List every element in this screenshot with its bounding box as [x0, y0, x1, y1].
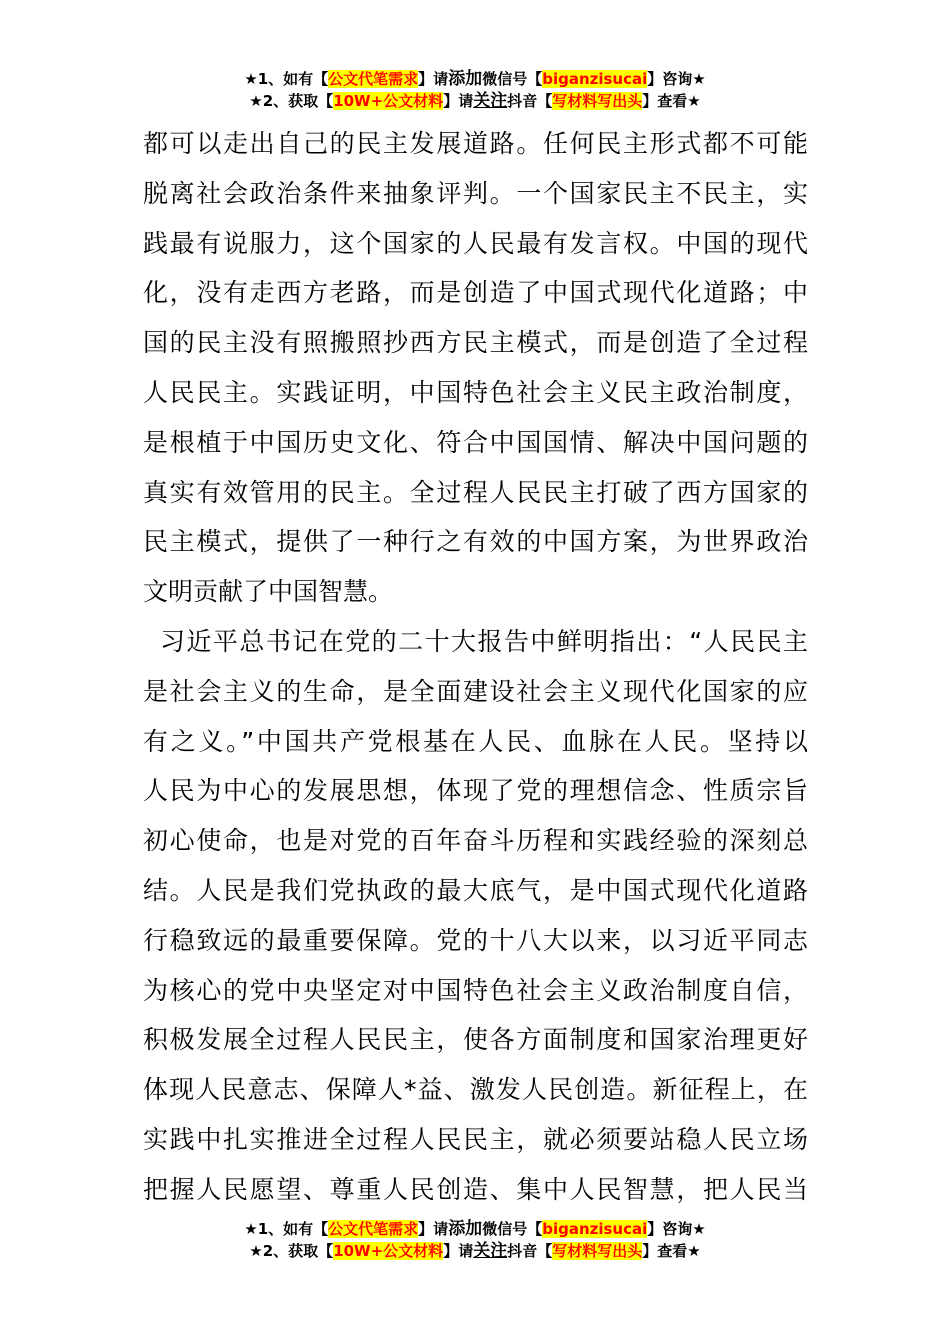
header-line-1-emphasis: 添加 — [448, 69, 483, 89]
header-line-1-highlight-service: 公文代笔需求 — [328, 70, 419, 88]
footer-line-1-text: 】请 — [418, 1220, 449, 1238]
footer-line-1-text-2: 微信号【 — [482, 1220, 543, 1238]
body-line: 实践中扎实推进全过程人民民主，就必须要站稳人民立场 — [143, 1124, 808, 1154]
header-line-1-highlight-wechat: biganzisucai — [542, 70, 648, 88]
body-line-paragraph-start: 习近平总书记在党的二十大报告中鲜明指出：“人民民主 — [160, 626, 808, 656]
body-line-paragraph-end: 文明贡献了中国智慧。 — [143, 577, 394, 607]
body-line: 体现人民意志、保障人*益、激发人民创造。新征程上，在 — [143, 1075, 808, 1105]
footer-line-2-prefix: ★2、获取【 — [249, 1242, 334, 1260]
header-line-2-highlight-materials: 10W+公文材料 — [333, 92, 444, 110]
body-line: 积极发展全过程人民民主，使各方面制度和国家治理更好 — [143, 1025, 808, 1055]
footer-banner — [0, 1218, 950, 1262]
header-banner — [0, 68, 950, 112]
body-line: 行稳致远的最重要保障。党的十八大以来，以习近平同志 — [143, 925, 808, 955]
body-line: 真实有效管用的民主。全过程人民民主打破了西方国家的 — [143, 477, 808, 507]
header-line-1-suffix: 】咨询★ — [647, 70, 706, 88]
header-line-2-emphasis: 关注 — [473, 91, 508, 111]
header-line-1-text: 】请 — [418, 70, 449, 88]
footer-line-2-emphasis: 关注 — [473, 1241, 508, 1261]
body-line: 化，没有走西方老路，而是创造了中国式现代化道路；中 — [143, 278, 808, 308]
body-line: 国的民主没有照搬照抄西方民主模式，而是创造了全过程 — [143, 328, 808, 358]
body-line: 把握人民愿望、尊重人民创造、集中人民智慧，把人民当 — [143, 1174, 808, 1204]
footer-line-1-highlight-service: 公文代笔需求 — [328, 1220, 419, 1238]
body-line: 是社会主义的生命，是全面建设社会主义现代化国家的应 — [143, 676, 808, 706]
body-line: 践最有说服力，这个国家的人民最有发言权。中国的现代 — [143, 228, 808, 258]
footer-line-1 — [0, 1218, 950, 1240]
body-line: 结。人民是我们党执政的最大底气，是中国式现代化道路 — [143, 875, 808, 905]
footer-line-1-emphasis: 添加 — [448, 1219, 483, 1239]
footer-line-1-highlight-wechat: biganzisucai — [542, 1220, 648, 1238]
footer-line-1-prefix: ★1、如有【 — [244, 1220, 329, 1238]
body-line: 脱离社会政治条件来抽象评判。一个国家民主不民主，实 — [143, 178, 808, 208]
header-line-1-prefix: ★1、如有【 — [244, 70, 329, 88]
header-line-2-highlight-douyin: 写材料写出头 — [552, 92, 643, 110]
body-line: 为核心的党中央坚定对中国特色社会主义政治制度自信， — [143, 975, 808, 1005]
footer-line-2-highlight-materials: 10W+公文材料 — [333, 1242, 444, 1260]
header-line-2-suffix: 】查看★ — [642, 92, 701, 110]
footer-line-2-text: 】请 — [443, 1242, 474, 1260]
footer-line-1-suffix: 】咨询★ — [647, 1220, 706, 1238]
body-line: 是根植于中国历史文化、符合中国国情、解决中国问题的 — [143, 427, 808, 457]
body-line: 民主模式，提供了一种行之有效的中国方案，为世界政治 — [143, 527, 808, 557]
body-line: 人民为中心的发展思想，体现了党的理想信念、性质宗旨 — [143, 776, 808, 806]
document-body — [143, 119, 808, 1215]
header-line-2 — [0, 90, 950, 112]
body-line: 初心使命，也是对党的百年奋斗历程和实践经验的深刻总 — [143, 826, 808, 856]
footer-line-2-highlight-douyin: 写材料写出头 — [552, 1242, 643, 1260]
footer-line-2-suffix: 】查看★ — [642, 1242, 701, 1260]
header-line-2-prefix: ★2、获取【 — [249, 92, 334, 110]
body-line: 都可以走出自己的民主发展道路。任何民主形式都不可能 — [143, 129, 808, 158]
footer-line-2 — [0, 1240, 950, 1262]
header-line-2-text: 】请 — [443, 92, 474, 110]
header-line-2-text-2: 抖音【 — [507, 92, 553, 110]
body-line: 有之义。”中国共产党根基在人民、血脉在人民。坚持以 — [143, 726, 808, 756]
header-line-1-text-2: 微信号【 — [482, 70, 543, 88]
footer-line-2-text-2: 抖音【 — [507, 1242, 553, 1260]
body-line: 人民民主。实践证明，中国特色社会主义民主政治制度， — [143, 377, 808, 407]
header-line-1 — [0, 68, 950, 90]
